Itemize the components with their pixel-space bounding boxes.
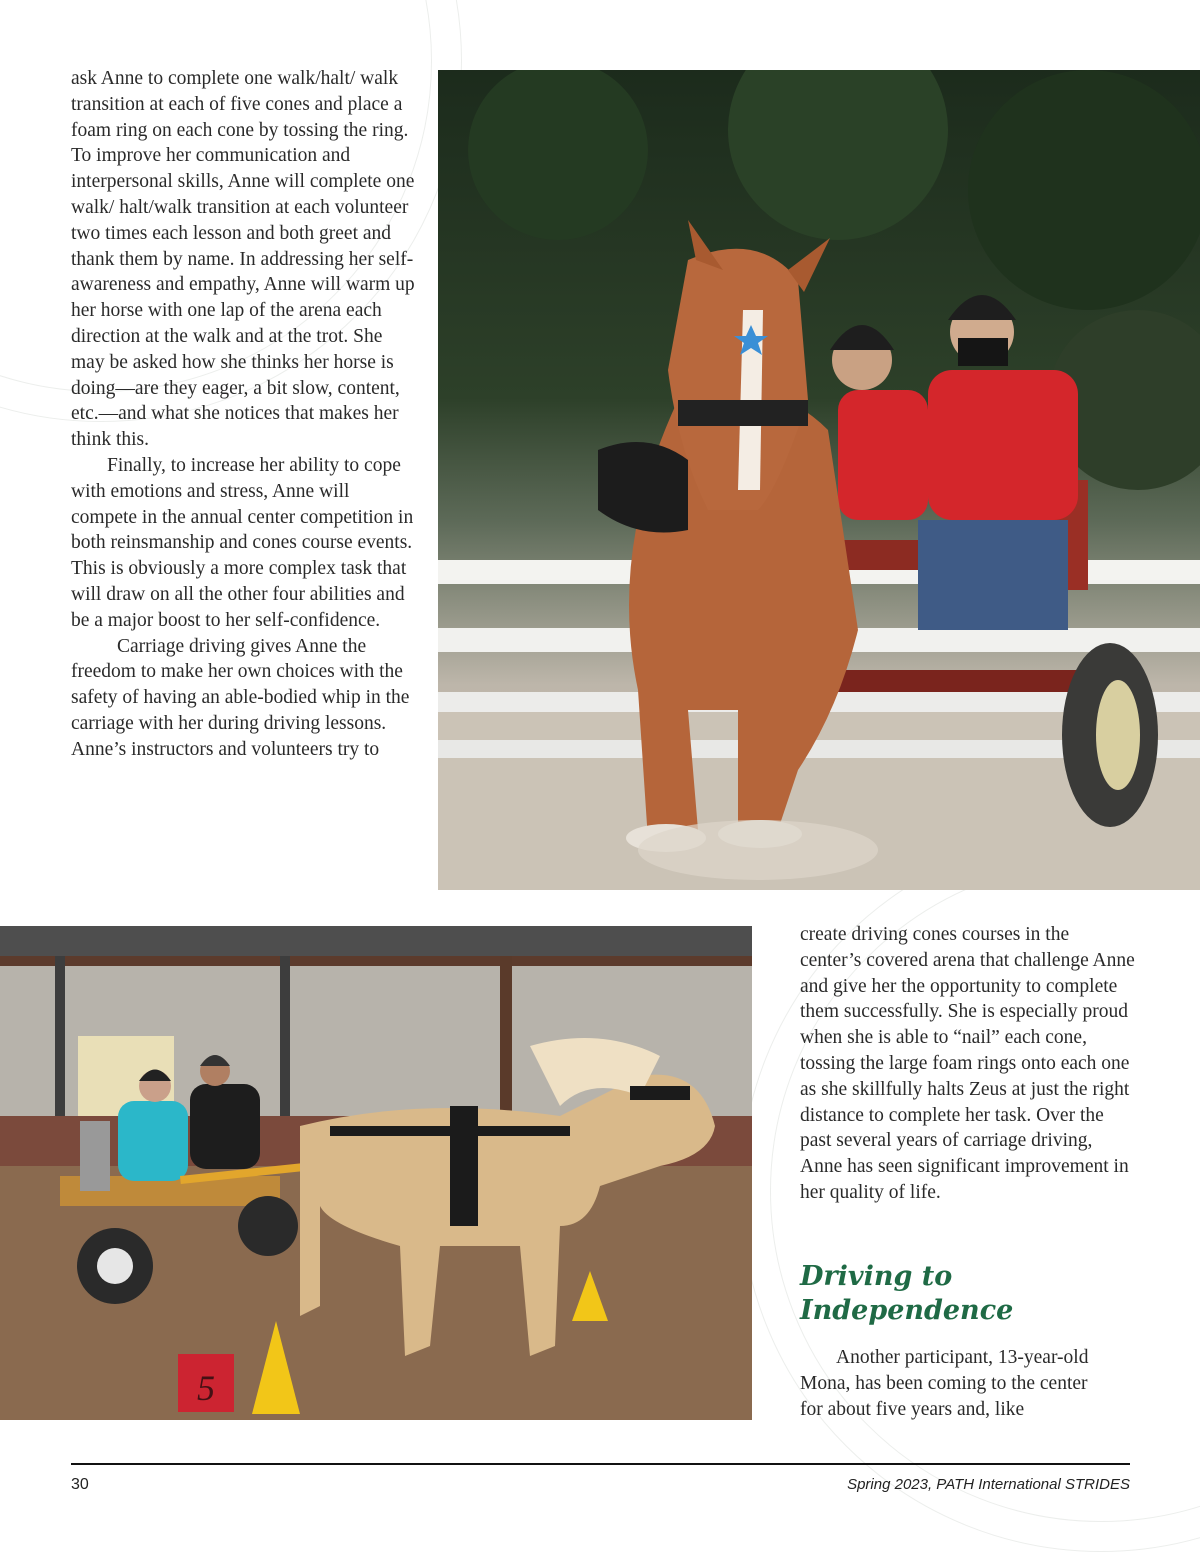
photo-top-illustration [438,70,1200,890]
foliage-shape [728,70,948,240]
cone-number: 5 [197,1368,215,1408]
foliage-shape [468,70,648,240]
participant-red-shirt [928,370,1078,520]
footer-publication-credit: Spring 2023, PATH International STRIDES [847,1476,1130,1493]
arena-post [280,956,290,1136]
body-paragraph: Finally, to increase her ability to cope with emotions and stress, Anne will compete in the annual center competition in both reinsmanship and cones course events. This is obviously a more complex task that will draw on all the other four abilities and be a major boost to her self-confidence. [71,454,414,631]
body-paragraph: Another participant, 13-year-old Mona, has been coming to the center for about five years and, like [800,1347,1089,1420]
foliage-shape [968,70,1200,310]
wheel-hub [1096,680,1140,790]
face-mask [958,338,1008,366]
harness-band [678,400,808,426]
wheel-hub [97,1248,133,1284]
body-paragraph: Carriage driving gives Anne the freedom to make her own choices with the safety of having an able-bodied whip in the carriage with her during driving lessons. Anne’s instructors and volunteers try to [71,635,410,760]
carriage-seat-back [80,1121,110,1191]
footer-divider [71,1463,1130,1465]
arena-dust [638,820,878,880]
harness-strap [330,1126,570,1136]
right-article-column [800,922,1135,1206]
body-paragraph: create driving cones courses in the center’s covered arena that challenge Anne and give her the opportunity to complete them successfully. She is especially proud when she is able to “nail” each cone, tossing the large foam rings onto each one as she skillfully halts Zeus at just the right distance to complete her task. Over the past several years of carriage driving, Anne has seen significant improvement in her quality of life. [800,924,1135,1203]
left-article-column [71,66,416,763]
carriage-wheel [238,1196,298,1256]
harness-strap [450,1106,478,1226]
section-heading [800,1260,1130,1328]
volunteer-red-shirt [838,390,928,520]
blue-jeans [918,520,1068,630]
roof-beam [0,956,752,966]
page-number: 30 [71,1476,89,1493]
right-article-continuation [800,1345,1110,1422]
photo-pony-covered-arena [0,926,752,1420]
pony-bridle [630,1086,690,1100]
body-paragraph: ask Anne to complete one walk/halt/ walk transition at each of five cones and place a foam ring on each cone by tossing the ring. To improve her communication and interpersonal skills, Anne will complete one walk/ halt/walk transition at each volunteer two times each lesson and both greet and thank them by name. In addressing her self-awareness and empathy, Anne will warm up her horse with one lap of the arena each direction at the walk and at the trot. She may be asked how she thinks her horse is doing—are they eager, a bit slow, content, etc.—and what she notices that makes her think this. [71,68,415,451]
harness-collar [598,442,688,533]
section-heading-line: Driving to [800,1261,953,1292]
participant-teal-jacket [118,1101,188,1181]
volunteer-black-jacket [190,1084,260,1169]
section-heading-line: Independence [800,1295,1014,1326]
photo-bottom-illustration [0,926,752,1420]
riding-helmet [830,325,894,350]
photo-draft-horse-carriage [438,70,1200,890]
riding-helmet [948,295,1016,320]
